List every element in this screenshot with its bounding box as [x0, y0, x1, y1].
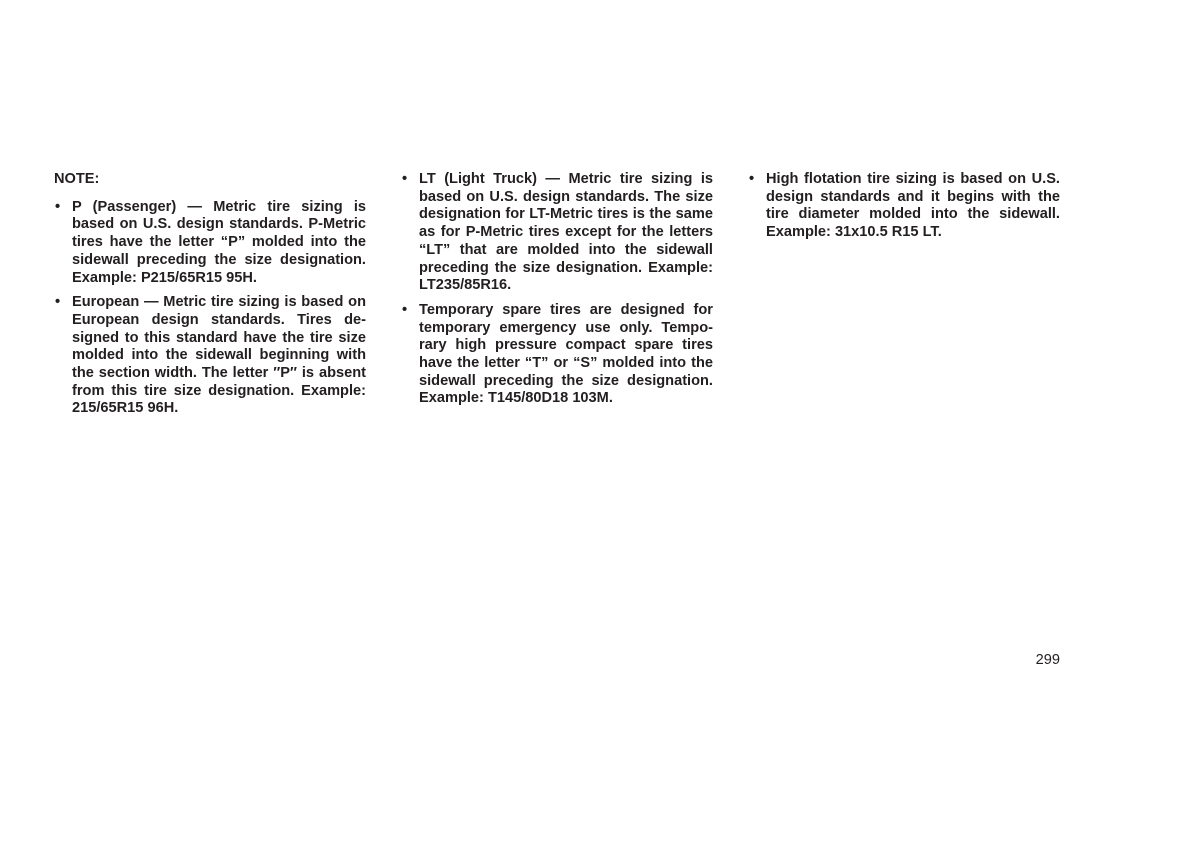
list-item-european [54, 294, 366, 418]
page-number: 299 [1035, 652, 1060, 668]
bullet-icon: • [749, 171, 755, 187]
left-column [54, 171, 366, 425]
note-heading: NOTE: [54, 171, 100, 187]
list-item-passenger [54, 199, 366, 288]
bullet-icon: • [55, 198, 61, 215]
bullet-icon: • [402, 301, 408, 318]
list-item-temporary-spare [401, 302, 713, 408]
list-item-text: LT (Light Truck) — Metric tire sizing is based on U.S. design standards. The size designation for LT-Metric tires is the same as for P-Metric tires except for the letters “LT” that are molded into the sidewall preceding the size designation. Example: LT235/85R16. [419, 171, 713, 294]
bullet-icon: • [55, 294, 61, 311]
list-item-high-flotation [748, 171, 1060, 242]
bullet-list [748, 171, 1060, 242]
list-item-text: P (Passenger) — Metric tire sizing is based on U.S. design standards. P-Metric tires have the letter “P” molded into the sidewall preceding the size designation. Example: P215/65R15 95H. [72, 198, 366, 286]
bullet-list [54, 199, 366, 418]
list-item-text: High flotation tire sizing is based on U.S. design standards and it begins with the tire diameter molded into the sidewall. Example: 31x10.5 R15 LT. [766, 171, 1060, 241]
right-column [748, 171, 1060, 249]
list-item-light-truck [401, 171, 713, 295]
middle-column [401, 171, 713, 415]
list-item-text: Temporary spare tires are designed for temporary emergency use only. Temporary high pressure compact spare tires have the letter “T” or “S” molded into the sidewall preceding the size designation. Example: T145/80D18 103M. [419, 301, 713, 407]
bullet-list [401, 171, 713, 408]
bullet-icon: • [402, 171, 408, 187]
list-item-text: European — Metric tire sizing is based on European design standards. Tires designed to this standard have the tire size molded into the sidewall beginning with the section width. The letter ″P″ is absent from this tire size designation. Example: 215/65R15 96H. [72, 294, 366, 417]
